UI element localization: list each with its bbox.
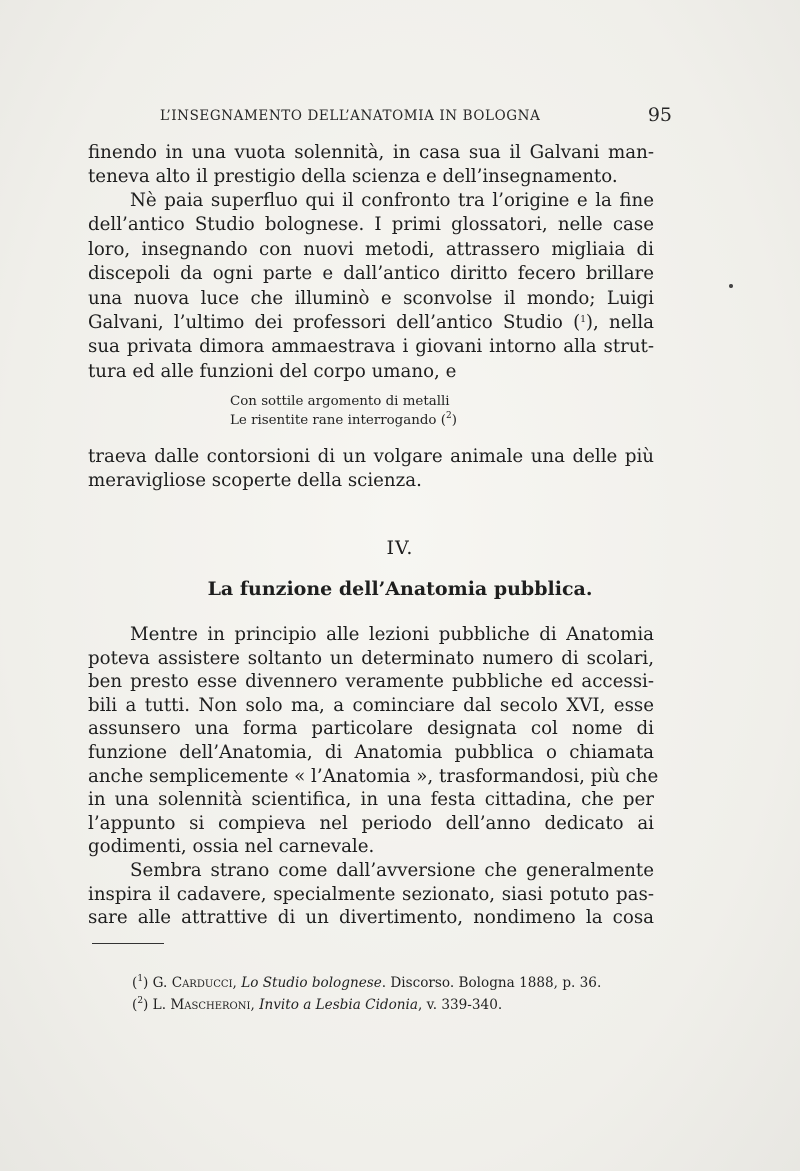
text-segment: Galvani, l’ultimo dei professori dell’antico Studio — [88, 311, 563, 333]
verse-quotation — [230, 392, 457, 430]
section-title: La funzione dell’Anatomia pubblica. — [207, 578, 593, 600]
text-line: una nuova luce che illuminò e sconvolse il mondo; Luigi — [88, 287, 654, 309]
footnote-author: L. Mascheroni — [152, 997, 251, 1013]
footnote-reference: 2 — [445, 411, 452, 421]
text-line: l’appunto si compieva nel periodo dell’anno dedicato ai — [88, 812, 654, 834]
text-line: Mentre in principio alle lezioni pubbliche di Anatomia — [130, 624, 654, 645]
paragraph-1 — [88, 141, 654, 190]
text-line: finendo in una vuota solennità, in casa sua il Galvani man- — [88, 142, 654, 163]
text-line: in una solennità scientifica, in una festa cittadina, che per — [88, 789, 654, 811]
running-header — [160, 104, 672, 128]
text-line: assunsero una forma particolare designata col nome di — [88, 718, 654, 740]
footnote-title: Invito a Lesbia Cidonia — [259, 997, 419, 1013]
text-line: traeva dalle contorsioni di un volgare animale una delle più — [88, 446, 654, 467]
footnotes — [132, 972, 601, 1016]
footnote-details: , v. 339-340. — [418, 997, 503, 1013]
text-line: poteva assistere soltanto un determinato numero di scolari, — [88, 647, 654, 669]
footnote-title: Lo Studio bolognese — [241, 975, 382, 991]
verse-line: Le risentite rane interrogando ($^2$) — [230, 411, 457, 428]
verse-line: Con sottile argomento di metalli — [230, 394, 450, 409]
text-line: sua privata dimora ammaestrava i giovani intorno alla strut- — [88, 336, 654, 358]
section-number: IV. — [386, 537, 414, 559]
footnote: ($^1$) G. Carducci, Lo Studio bolognese. Discorso. Bologna 1888, p. 36. — [132, 974, 602, 991]
paper-spot — [729, 284, 733, 288]
text-line: sare alle attrattive di un divertimento, nondimeno la cosa — [88, 907, 654, 929]
text-line: Galvani, l’ultimo dei professori dell’antico Studio ($^1$), nella — [88, 311, 654, 333]
text-line: loro, insegnando con nuovi metodi, attrassero migliaia di — [88, 238, 654, 260]
text-line: teneva alto il prestigio della scienza e dell’insegnamento. — [88, 166, 618, 188]
text-line: meravigliose scoperte della scienza. — [88, 470, 422, 492]
text-line: discepoli da ogni parte e dall’antico diritto fecero brillare — [88, 263, 654, 285]
text-line: Sembra strano come dall’avversione che generalmente — [130, 859, 654, 881]
paragraph-4 — [88, 623, 659, 930]
footnote-divider — [92, 943, 164, 944]
footnote-details: . Discorso. Bologna 1888, p. 36. — [381, 975, 602, 991]
paragraph-2 — [88, 189, 654, 384]
footnote-mark: 2 — [137, 996, 144, 1006]
text-line: funzione dell’Anatomia, di Anatomia pubblica o chiamata — [88, 741, 654, 763]
paragraph-3 — [88, 445, 654, 494]
text-line: godimenti, ossia nel carnevale. — [88, 836, 375, 858]
footnote-mark: 1 — [137, 974, 144, 984]
text-line: Nè paia superfluo qui il confronto tra l’origine e la fine — [130, 190, 654, 211]
text-line: tura ed alle funzioni del corpo umano, e — [88, 360, 457, 382]
footnote-author: G. Carducci — [152, 975, 233, 991]
page-number: 95 — [647, 104, 672, 126]
running-title: L’INSEGNAMENTO DELL’ANATOMIA IN BOLOGNA — [160, 108, 541, 124]
text-line: bili a tutti. Non solo ma, a cominciare dal secolo XVI, esse — [88, 694, 654, 716]
footnote: ($^2$) L. Mascheroni, Invito a Lesbia Cidonia, v. 339-340. — [132, 996, 503, 1013]
text-line: ben presto esse divennero veramente pubbliche ed accessi- — [88, 671, 654, 693]
footnote-reference: 1 — [580, 314, 586, 325]
text-line: anche semplicemente « l’Anatomia », trasformandosi, più che — [88, 765, 659, 787]
text-line: inspira il cadavere, specialmente sezionato, siasi potuto pas- — [88, 883, 654, 905]
text-line: dell’antico Studio bolognese. I primi glossatori, nelle case — [88, 214, 654, 236]
text-segment: , nella — [593, 311, 654, 333]
text-segment: Le risentite rane interrogando — [230, 413, 437, 428]
